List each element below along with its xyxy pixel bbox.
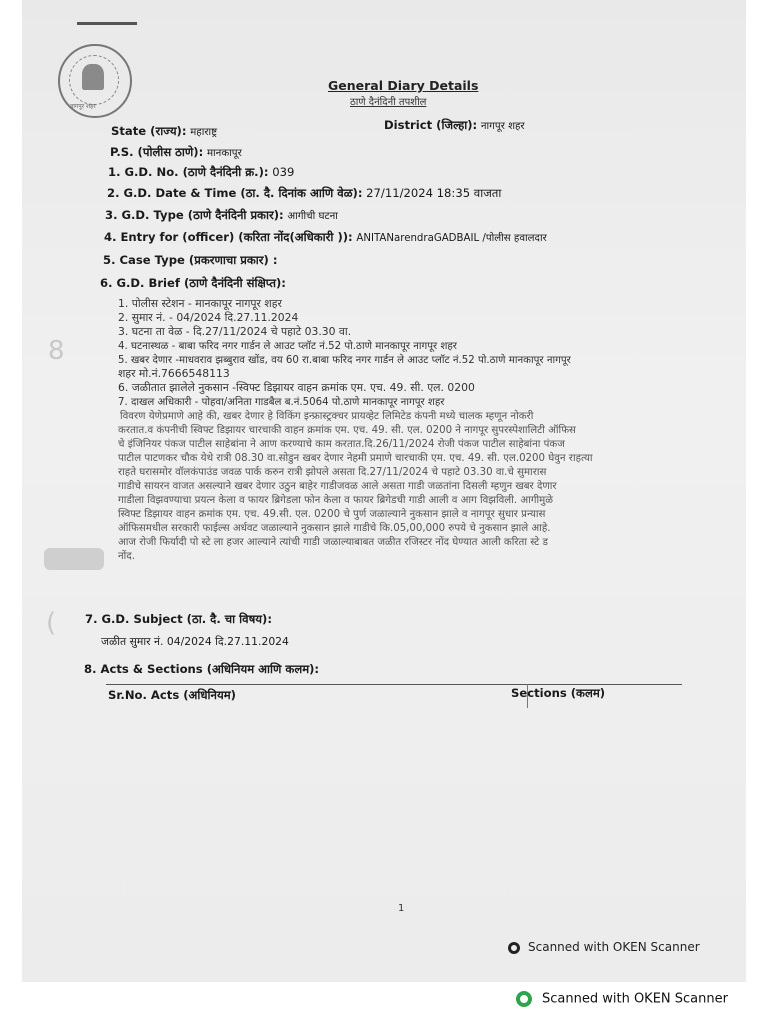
- gd-date-value: 27/11/2024 18:35 वाजता: [366, 186, 502, 200]
- district-label: District (जिल्हा):: [384, 118, 478, 132]
- gd-type-value: आगीची घटना: [287, 211, 338, 222]
- ps-row: [110, 145, 242, 160]
- brief-line: 4. घटनास्थळ - बाबा फरिद नगर गार्डन ले आउट प्लॉट नं.52 पो.ठाणे मानकापूर नागपूर शहर: [118, 341, 457, 352]
- margin-mark: 8: [48, 336, 65, 366]
- smudge-mark: [44, 548, 104, 570]
- narrative-line: ऑफिसमधील सरकारी फाईल्स अर्धवट जळाल्याने नुकसान झाले गाडीचे कि.05,00,000 रुपये चे नुकसान झाले आहे.: [118, 523, 551, 534]
- seal-text: नागपूर शहर: [70, 103, 96, 110]
- margin-mark: (: [46, 608, 57, 638]
- narrative-line: चे इंजिनियर पंकज पाटील साहेबांना ने आण करण्याचे काम करतात.दि.26/11/2024 रोजी पंकज पाटील साहेबांना पंकज: [118, 439, 565, 450]
- entry-label: 4. Entry for (officer) (करिता नोंद(अधिकारी )):: [104, 230, 353, 244]
- district-row: [384, 118, 525, 133]
- brief-line: शहर मो.नं.7666548113: [118, 367, 230, 380]
- scanner-logo-icon: [508, 942, 520, 954]
- scan-watermark-inner: Scanned with OKEN Scanner: [508, 940, 700, 954]
- brief-line: 2. सुमार नं. - 04/2024 दि.27.11.2024: [118, 311, 299, 324]
- subject-label: 7. G.D. Subject (ठा. दै. चा विषय):: [85, 612, 272, 626]
- narrative-line: आज रोजी फिर्यादी पो स्टे ला हजर आल्याने त्यांची गाडी जळाल्याबाबत जळीत रजिस्टर नोंद घेण्यात आली करिता स्टे ड: [118, 537, 548, 548]
- narrative-line: नोंद.: [118, 551, 135, 562]
- state-value: महाराष्ट्र: [190, 127, 218, 138]
- narrative-line: गाडीचे सायरन वाजत असल्याने खबर देणार उठुन बाहेर गाडीजवळ आले असता गाडी जळतांना दिसली म्हणुन खबर देणार: [118, 481, 557, 492]
- gd-type-row: [105, 208, 338, 223]
- narrative-line: विवरण येणेप्रमाणे आहे की, खबर देणार हे विकिंग इन्फ्रास्ट्रक्चर प्रायव्हेट लिमिटेड कंपनी मध्ये चालक म्हणून नोकरी: [120, 411, 534, 422]
- gd-date-label: 2. G.D. Date & Time (ठा. दै. दिनांक आणि वेळ):: [107, 186, 363, 200]
- table-rule: [106, 684, 682, 685]
- scanner-logo-icon: [516, 991, 532, 1007]
- subject-value: जळीत सुमार नं. 04/2024 दि.27.11.2024: [101, 635, 289, 648]
- page-number: 1: [398, 903, 405, 914]
- document-title: General Diary Details: [328, 78, 479, 93]
- brief-label: 6. G.D. Brief (ठाणे दैनंदिनी संक्षिप्त):: [100, 276, 286, 290]
- brief-line: 5. खबर देणार -माधवराव झब्बुराव खोंड, वय 60 रा.बाबा फरिद नगर गार्डन ले आउट प्लॉट नं.52 पो.ठाणे मानकापूर नागपूर: [118, 355, 571, 366]
- state-row: [111, 124, 217, 139]
- narrative-line: करतात.व कंपनीची स्विफ्ट डिझायर चारचाकी वाहन क्रमांक एम. एच. 49. सी. एल. 0200 ने नागपूर सुपरस्पेशालिटी ऑफिस: [118, 425, 576, 436]
- district-value: नागपूर शहर: [480, 121, 525, 132]
- brief-line: 7. दाखल अधिकारी - पोहवा/अनिता गाडबैल ब.नं.5064 पो.ठाणे मानकापूर नागपूर शहर: [118, 397, 445, 408]
- entry-row: [104, 230, 547, 245]
- state-label: State (राज्य):: [111, 124, 187, 138]
- document-subtitle: ठाणे दैनंदिनी तपशील: [350, 97, 427, 108]
- narrative-line: राहते घरासमोर वॉलकंपाउंड जवळ पार्क करुन रात्री झोपले असता दि.27/11/2024 चे पहाटे 03.30 वा.चे सुमारास: [118, 467, 547, 478]
- narrative-line: स्विफ्ट डिझायर वाहन क्रमांक एम. एच. 49.सी. एल. 0200 चे पुर्ण जळाल्याने नुकसान झाले व नागपूर सुधार प्रन्यास: [118, 509, 546, 520]
- brief-line: 6. जळीतात झालेले नुकसान -स्विफ्ट डिझायर वाहन क्रमांक एम. एच. 49. सी. एल. 0200: [118, 381, 475, 394]
- gd-no-value: 039: [272, 165, 295, 179]
- ps-value: मानकापूर: [206, 148, 242, 159]
- narrative-line: पाटील पाटणकर चौक येथे रात्री 08.30 वा.सोडुन खबर देणार नेहमी प्रमाणे चारचाकी एम. एच. 49. सी. एल.0200 घेवुन राहत्या: [118, 453, 593, 464]
- acts-label: 8. Acts & Sections (अधिनियम आणि कलम):: [84, 662, 320, 676]
- entry-value: ANITANarendraGADBAIL /पोलीस हवालदार: [356, 233, 547, 244]
- column-header-sections: Sections (कलम): [511, 686, 606, 700]
- scan-watermark-outer: Scanned with OKEN Scanner: [516, 991, 728, 1007]
- column-header-acts: Sr.No. Acts (अधिनियम): [108, 688, 236, 702]
- document-page: [22, 0, 746, 982]
- brief-line: 1. पोलीस स्टेशन - मानकापूर नागपूर शहर: [118, 297, 282, 310]
- gd-no-label: 1. G.D. No. (ठाणे दैनंदिनी क्र.):: [108, 165, 269, 179]
- top-rule: [77, 22, 137, 25]
- gd-no-row: [108, 165, 294, 180]
- gd-type-label: 3. G.D. Type (ठाणे दैनंदिनी प्रकार):: [105, 208, 284, 222]
- brief-line: 3. घटना ता वेळ - दि.27/11/2024 चे पहाटे 03.30 वा.: [118, 325, 352, 338]
- ps-label: P.S. (पोलीस ठाणे):: [110, 145, 204, 159]
- case-type-label: 5. Case Type (प्रकरणाचा प्रकार) :: [103, 253, 278, 267]
- narrative-line: गाडीला विझवण्याचा प्रयत्न केला व फायर ब्रिगेडला फोन केला व फायर ब्रिगेडची गाडी आली व आग विझविली. आगीमुळे: [118, 495, 553, 506]
- gd-date-row: [107, 186, 501, 201]
